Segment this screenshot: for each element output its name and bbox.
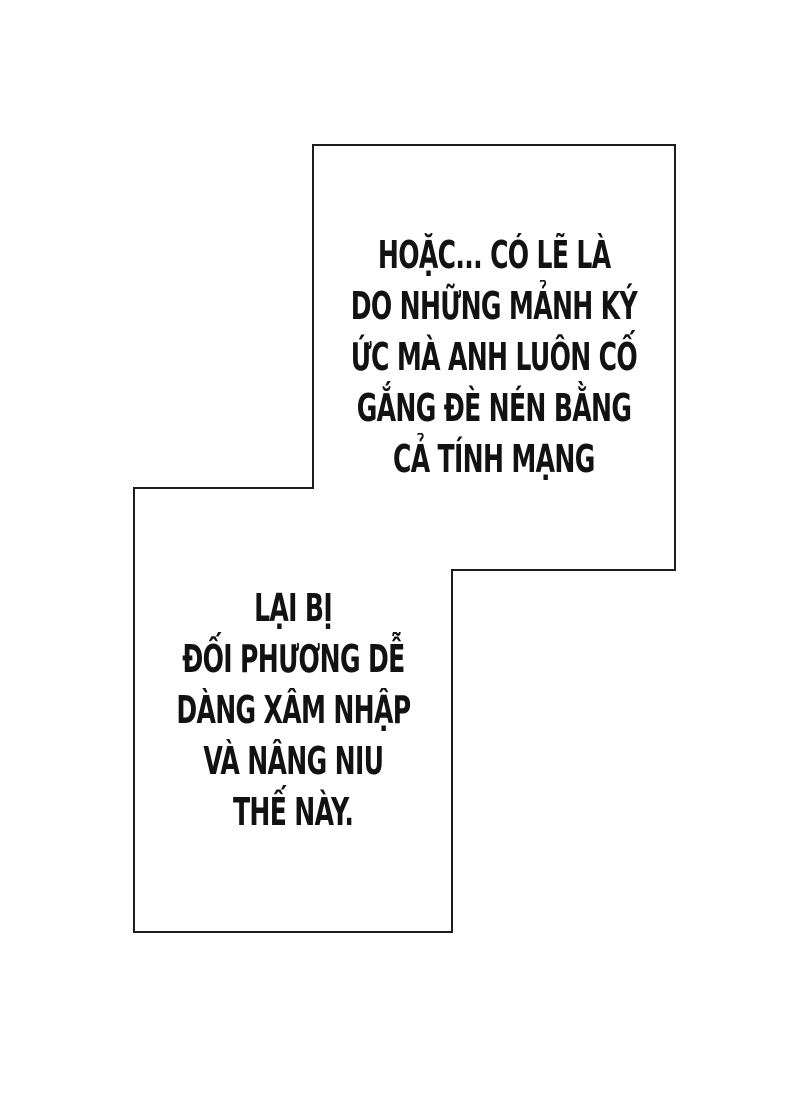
caption-line: ỨC MÀ ANH LUÔN CỐ [350,335,638,379]
caption-line: THẾ NÀY. [232,789,354,834]
caption-text-bottom [133,487,453,933]
caption-line: CẢ TÍNH MẠNG [393,437,595,481]
caption-line: VÀ NÂNG NIU [203,738,383,783]
caption-line: DO NHỮNG MẢNH KÝ [350,284,638,328]
caption-line: LẠI BỊ [254,585,332,630]
caption-line: HOẶC... CÓ LẼ LÀ [377,233,611,277]
caption-line: ĐỐI PHƯƠNG DỄ [181,636,405,681]
caption-line: DÀNG XÂM NHẬP [175,687,411,732]
caption-line: GẮNG ĐÈ NÉN BẰNG [356,386,632,430]
